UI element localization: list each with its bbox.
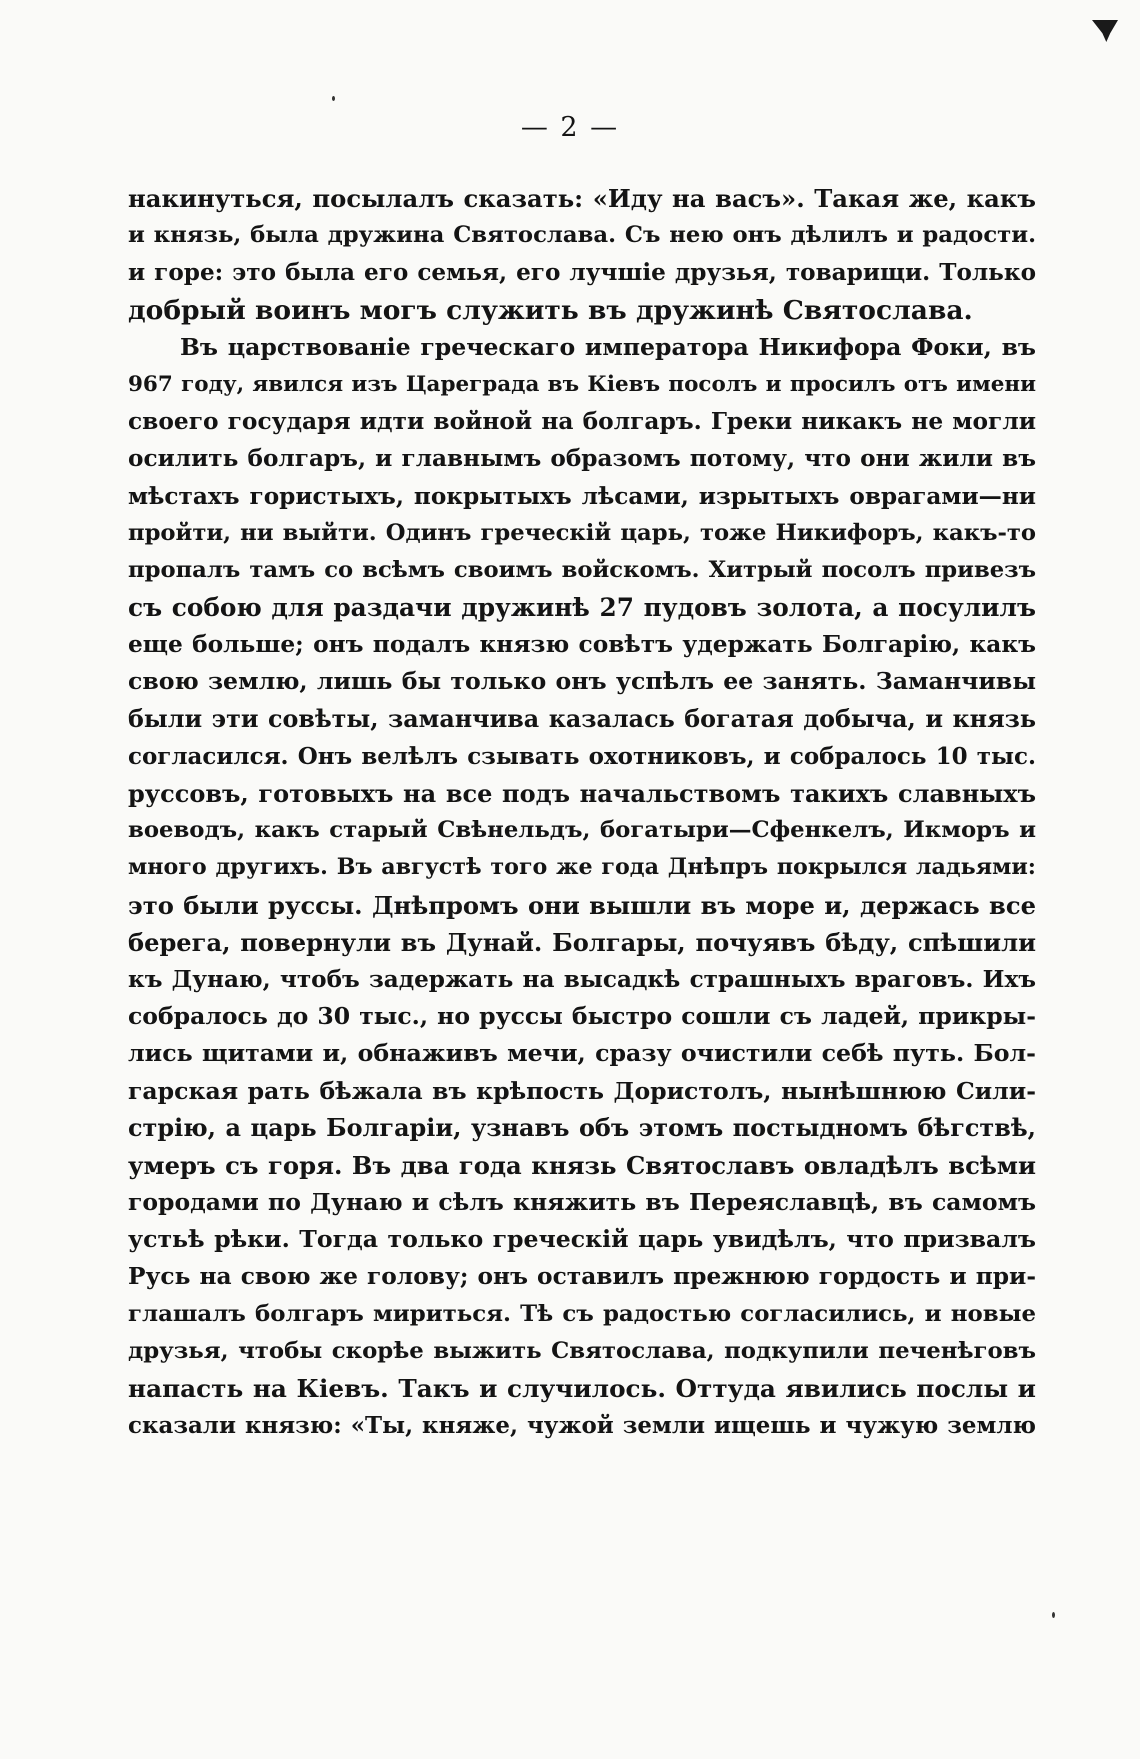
text-line: сказали князю: «Ты, княже, чужой земли ищешь и чужую землю (128, 1412, 1036, 1440)
text-line: съ собою для раздачи дружинѣ 27 пудовъ золота, а посулилъ (128, 593, 1036, 623)
text-line: еще больше; онъ подалъ князю совѣтъ удержать Болгарію, какъ (128, 631, 1036, 659)
text-line: накинуться, посылалъ сказать: «Иду на васъ». Такая же, какъ (128, 184, 1036, 213)
text-line: были эти совѣты, заманчива казалась богатая добыча, и князь (128, 704, 1036, 733)
text-line: своего государя идти войной на болгаръ. Греки никакъ не могли (128, 408, 1036, 436)
text-line: воеводъ, какъ старый Свѣнельдъ, богатыри—Сфенкелъ, Икморъ и (128, 817, 1036, 844)
text-line: осилить болгаръ, и главнымъ образомъ потому, что они жили въ (128, 445, 1036, 473)
text-line: берега, повернули въ Дунай. Болгары, почуявъ бѣду, спѣшили (128, 927, 1036, 957)
text-line: и горе: это была его семья, его лучшіе друзья, товарищи. Только (128, 259, 1036, 287)
text-line: стрію, а царь Болгаріи, узнавъ объ этомъ постыдномъ бѣгствѣ, (128, 1113, 1036, 1142)
text-line: руссовъ, готовыхъ на все подъ начальствомъ такихъ славныхъ (128, 779, 1036, 808)
text-line: собралось до 30 тыс., но руссы быстро сошли съ ладей, прикры- (128, 1002, 1036, 1031)
text-line: лись щитами и, обнаживъ мечи, сразу очистили себѣ путь. Бол- (128, 1039, 1036, 1068)
text-line: умеръ съ горя. Въ два года князь Святославъ овладѣлъ всѣми (128, 1150, 1036, 1180)
text-line: гарская рать бѣжала въ крѣпость Дористолъ, нынѣшнюю Сили- (128, 1076, 1036, 1105)
text-line: пройти, ни выйти. Одинъ греческій царь, тоже Никифоръ, какъ-то (128, 519, 1036, 546)
scan-corner-mark (1092, 20, 1118, 42)
text-line: городами по Дунаю и сѣлъ княжить въ Переяславцѣ, въ самомъ (128, 1188, 1036, 1217)
text-line: согласился. Онъ велѣлъ сзывать охотниковъ, и собралось 10 тыс. (128, 742, 1036, 770)
text-line: пропалъ тамъ со всѣмъ своимъ войскомъ. Хитрый посолъ привезъ (128, 556, 1036, 583)
text-line: мѣстахъ гористыхъ, покрытыхъ лѣсами, изрытыхъ оврагами—ни (128, 482, 1036, 510)
page-number: — 2 — (520, 112, 620, 143)
text-line: свою землю, лишь бы только онъ успѣлъ ее занять. Заманчивы (128, 667, 1036, 696)
text-line: добрый воинъ могъ служить въ дружинѣ Святослава. (128, 294, 973, 326)
text-line: глашалъ болгаръ мириться. Тѣ съ радостью согласились, и новые (128, 1300, 1036, 1327)
text-line: Въ царствованіе греческаго императора Никифора Фоки, въ (180, 332, 1036, 361)
text-line: друзья, чтобы скорѣе выжить Святослава, подкупили печенѣговъ (128, 1337, 1036, 1364)
scan-speck (1052, 1612, 1055, 1618)
text-line: 967 году, явился изъ Цареграда въ Кіевъ посолъ и просилъ отъ имени (128, 371, 1036, 397)
text-line: Русь на свою же голову; онъ оставилъ прежнюю гордость и при- (128, 1263, 1036, 1291)
body-text (128, 180, 1036, 1444)
text-line: и князь, была дружина Святослава. Съ нею онъ дѣлилъ и радости. (128, 222, 1036, 249)
text-line: устьѣ рѣки. Тогда только греческій царь увидѣлъ, что призвалъ (128, 1225, 1036, 1254)
text-line: это были руссы. Днѣпромъ они вышли въ море и, держась все (128, 890, 1036, 920)
text-line: напасть на Кіевъ. Такъ и случилось. Оттуда явились послы и (128, 1374, 1036, 1403)
text-line: къ Дунаю, чтобъ задержать на высадкѣ страшныхъ враговъ. Ихъ (128, 965, 1036, 993)
text-line: много другихъ. Въ августѣ того же года Днѣпръ покрылся ладьями: (128, 854, 1036, 881)
scan-speck (332, 96, 335, 101)
